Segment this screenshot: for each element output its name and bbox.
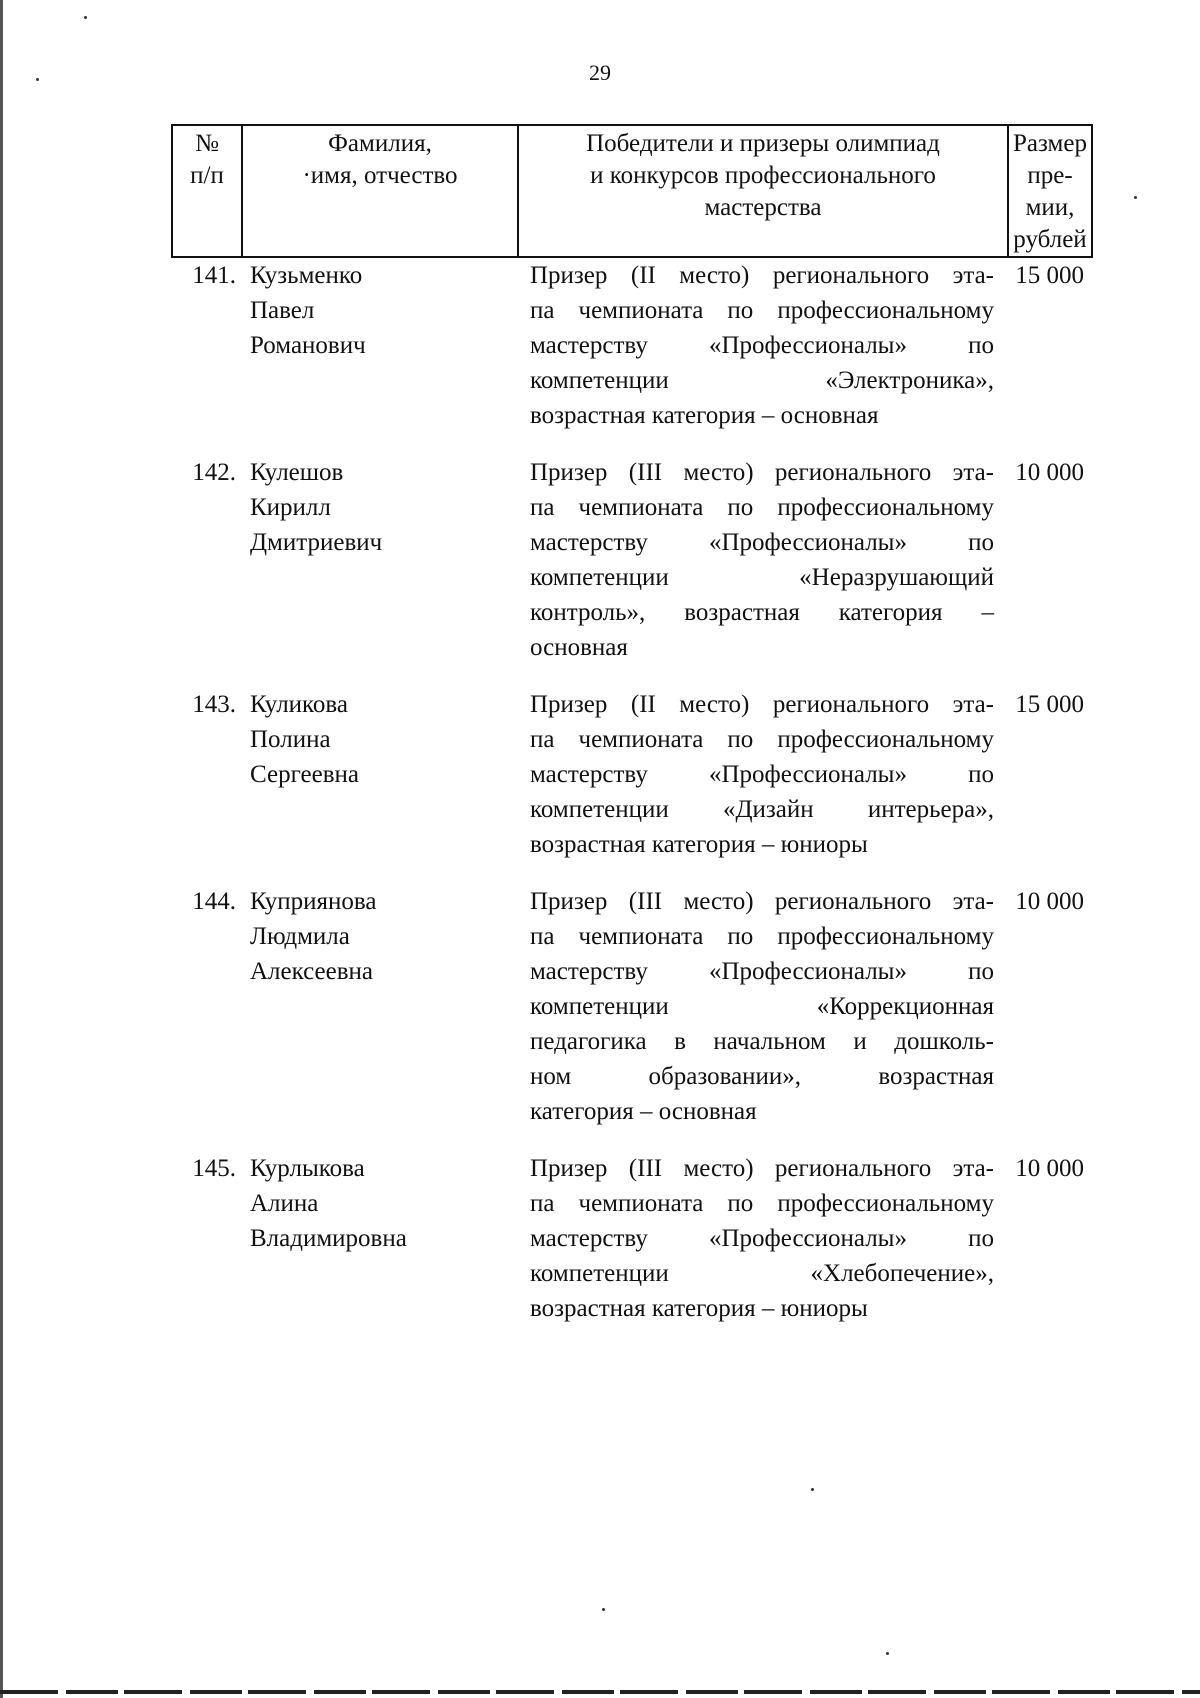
awards-table — [171, 124, 1093, 1326]
row-amount: 10 000 — [1015, 888, 1084, 915]
row-description: Призер (II место) регионального эта- па чемпионата по профессиональному мастерству «Профессионалы» по компетенции «Дизайн интерьера», возрастная категория – юниоры — [530, 691, 994, 858]
row-number: 145. — [192, 1155, 236, 1182]
table-row — [172, 687, 1092, 862]
scan-left-edge — [0, 0, 3, 1698]
row-amount: 10 000 — [1015, 459, 1084, 486]
row-description: Призер (II место) регионального эта- па чемпионата по профессиональному мастерству «Профессионалы» по компетенции «Электроника», возрастная категория – основная — [530, 262, 994, 429]
row-name: Кузьменко Павел Романович — [250, 262, 366, 359]
scan-speck — [84, 16, 87, 19]
table-row — [172, 1151, 1092, 1326]
scan-speck — [602, 1608, 605, 1611]
header-number: № п/п — [172, 125, 242, 257]
row-name: Кулешов Кирилл Дмитриевич — [250, 459, 383, 556]
table-row — [172, 257, 1092, 433]
row-name: Куприянова Людмила Алексеевна — [250, 888, 377, 985]
row-amount: 15 000 — [1015, 262, 1084, 289]
header-amount: Размер пре- мии, рублей — [1008, 125, 1092, 257]
row-number: 143. — [192, 691, 236, 718]
scan-bottom-edge — [0, 1690, 1200, 1694]
page-number: 29 — [589, 60, 611, 85]
header-description: Победители и призеры олимпиад и конкурсов профессионального мастерства — [518, 125, 1008, 257]
scan-speck — [1134, 196, 1137, 199]
scan-speck — [811, 1488, 814, 1491]
table-row — [172, 884, 1092, 1129]
row-amount: 15 000 — [1015, 691, 1084, 718]
row-description: Призер (III место) регионального эта- па чемпионата по профессиональному мастерству «Профессионалы» по компетенции «Неразрушающий контроль», возрастная категория – основная — [530, 459, 994, 661]
row-name: Куликова Полина Сергеевна — [250, 691, 359, 788]
table-body — [172, 257, 1092, 1326]
header-name: Фамилия, ·имя, отчество — [242, 125, 518, 257]
row-description: Призер (III место) регионального эта- па чемпионата по профессиональному мастерству «Профессионалы» по компетенции «Хлебопечение», возрастная категория – юниоры — [530, 1155, 994, 1322]
row-number: 141. — [192, 262, 236, 289]
row-description: Призер (III место) регионального эта- па чемпионата по профессиональному мастерству «Профессионалы» по компетенции «Коррекционная педагогика в начальном и дошколь- ном образовании», возрастная категория – основная — [530, 888, 994, 1125]
row-amount: 10 000 — [1015, 1155, 1084, 1182]
table-header — [172, 125, 1092, 257]
row-number: 142. — [192, 459, 236, 486]
row-name: Курлыкова Алина Владимировна — [250, 1155, 407, 1252]
scan-speck — [886, 1652, 889, 1655]
table-row — [172, 455, 1092, 665]
row-number: 144. — [192, 888, 236, 915]
